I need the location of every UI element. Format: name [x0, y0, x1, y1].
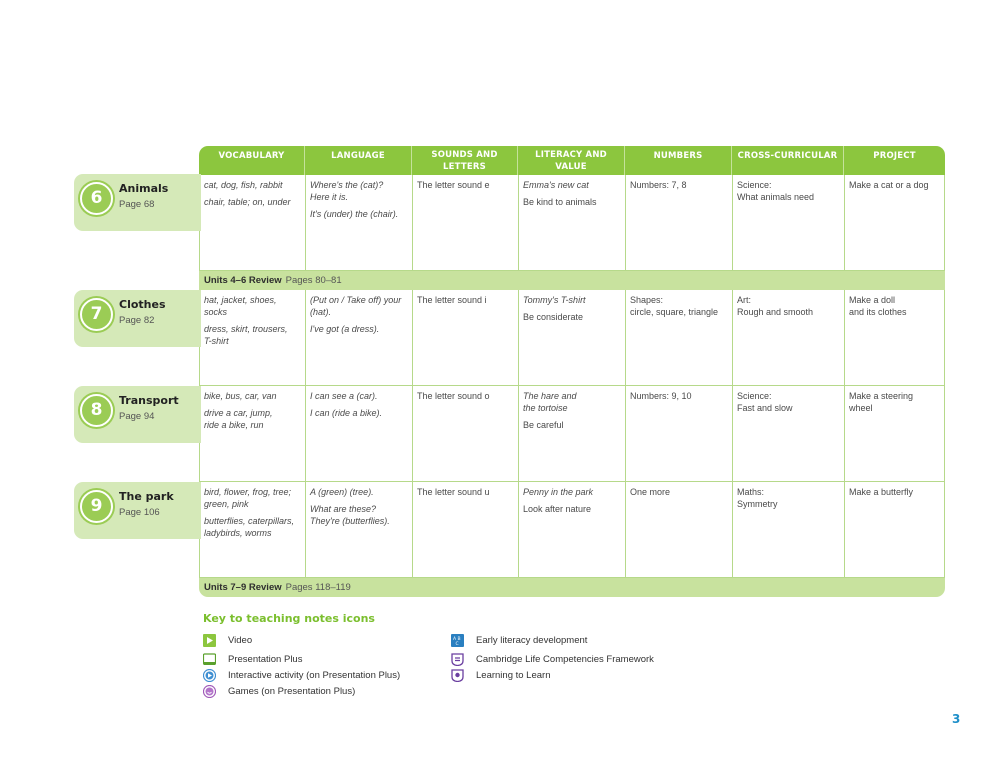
games-icon [203, 685, 216, 698]
table-cell [845, 290, 946, 385]
cell-text: Art: Rough and smooth [737, 295, 814, 317]
learning-to-learn-icon [451, 669, 464, 682]
cell-text: Numbers: 7, 8 [630, 180, 687, 190]
table-cell [200, 386, 306, 481]
unit-number-badge: 8 [80, 394, 113, 427]
cell-text: Make a butterfly [849, 487, 914, 497]
cell-text: butterflies, caterpillars, ladybirds, worms [204, 516, 295, 538]
table-cell [626, 386, 733, 481]
header-project: PROJECT [873, 151, 916, 161]
table-cell [413, 290, 519, 385]
early-literacy-icon [451, 634, 464, 647]
unit-title: Transport [119, 394, 179, 407]
table-row [199, 482, 945, 578]
unit-page: Page 68 [119, 199, 155, 210]
cell-text: Be kind to animals [523, 197, 597, 207]
cell-text: The hare and the tortoise [523, 391, 577, 413]
unit-title: Clothes [119, 298, 166, 311]
cell-text: The letter sound u [417, 487, 490, 497]
cell-text: Make a steering wheel [849, 391, 914, 413]
table-row [199, 386, 945, 482]
table-cell [626, 482, 733, 577]
cell-text: A (green) (tree). [310, 487, 374, 497]
table-cell [413, 175, 519, 270]
cell-text: cat, dog, fish, rabbit [204, 180, 283, 190]
table-cell [306, 482, 413, 577]
video-icon [203, 634, 216, 647]
review-label: Units 4–6 Review [204, 275, 282, 286]
cell-text: Look after nature [523, 504, 592, 514]
header-language: LANGUAGE [305, 146, 412, 175]
table-cell [626, 290, 733, 385]
cell-text: drive a car, jump, ride a bike, run [204, 408, 273, 430]
cell-text: Emma's new cat [523, 180, 589, 190]
table-cell [413, 386, 519, 481]
cell-text: Where's the (cat)? Here it is. [310, 180, 384, 202]
cell-text: Science: Fast and slow [737, 391, 793, 413]
cell-text: Science: What animals need [737, 180, 815, 202]
table-cell [306, 386, 413, 481]
unit-number-badge: 7 [80, 298, 113, 331]
cell-text: The letter sound e [417, 180, 490, 190]
review-pages: Pages 118–119 [285, 582, 351, 593]
unit-title: The park [119, 490, 174, 503]
review-pages: Pages 80–81 [285, 275, 342, 286]
unit-label [74, 290, 201, 347]
header-cross-curricular: CROSS-CURRICULAR [732, 146, 844, 175]
unit-number-badge: 9 [80, 490, 113, 523]
cell-text: Numbers: 9, 10 [630, 391, 692, 401]
cell-text: bird, flower, frog, tree; green, pink [204, 487, 292, 509]
cell-text: hat, jacket, shoes, socks [204, 295, 277, 317]
header-literacy-value: LITERACY AND VALUE [518, 146, 625, 175]
table-cell [733, 386, 845, 481]
unit-title: Animals [119, 182, 169, 195]
table-cell [519, 175, 626, 270]
unit-page: Page 82 [119, 315, 155, 326]
key-title: Key to teaching notes icons [203, 612, 375, 625]
page-number: 3 [952, 712, 961, 726]
table-row [199, 290, 945, 386]
header-numbers: NUMBERS [625, 146, 732, 175]
table-cell [200, 175, 306, 270]
unit-page: Page 94 [119, 411, 155, 422]
cell-text: Make a cat or a dog [849, 180, 929, 190]
review-band [199, 271, 945, 290]
cell-text: (Put on / Take off) your (hat). [310, 295, 402, 317]
table-cell [733, 290, 845, 385]
presentation-plus-icon [203, 653, 216, 666]
cell-text: I can see a (car). [310, 391, 378, 401]
table-cell [845, 386, 946, 481]
cell-text: One more [630, 487, 671, 497]
header-vocabulary: VOCABULARY [199, 146, 305, 175]
table-cell [519, 482, 626, 577]
unit-page: Page 106 [119, 507, 160, 518]
unit-label [74, 386, 201, 443]
cell-text: What are these? They're (butterflies). [310, 504, 390, 526]
cell-text: It's (under) the (chair). [310, 209, 399, 219]
header-sounds-letters: SOUNDS AND LETTERS [412, 146, 518, 175]
cell-text: chair, table; on, under [204, 197, 291, 207]
cell-text: Be considerate [523, 312, 584, 322]
table-cell [626, 175, 733, 270]
table-cell [519, 386, 626, 481]
table-cell [306, 290, 413, 385]
table-cell [845, 175, 946, 270]
table-cell [413, 482, 519, 577]
cell-text: bike, bus, car, van [204, 391, 277, 401]
life-competencies-icon [451, 653, 464, 666]
cell-text: Maths: Symmetry [737, 487, 778, 509]
cell-text: The letter sound o [417, 391, 490, 401]
table-header [199, 146, 945, 175]
unit-number-badge: 6 [80, 182, 113, 215]
cell-text: I've got (a dress). [310, 324, 380, 334]
table-cell [845, 482, 946, 577]
table-cell [519, 290, 626, 385]
table-cell [733, 175, 845, 270]
interactive-activity-icon [203, 669, 216, 682]
cell-text: The letter sound i [417, 295, 487, 305]
table-cell [200, 290, 306, 385]
cell-text: I can (ride a bike). [310, 408, 383, 418]
unit-label [74, 174, 201, 231]
table-cell [733, 482, 845, 577]
cell-text: Penny in the park [523, 487, 594, 497]
cell-text: dress, skirt, trousers, T-shirt [204, 324, 288, 346]
cell-text: Tommy's T-shirt [523, 295, 586, 305]
cell-text: Be careful [523, 420, 564, 430]
cell-text: Shapes: circle, square, triangle [630, 295, 719, 317]
svg-text:A B: A B [453, 637, 461, 642]
table-cell [306, 175, 413, 270]
unit-label [74, 482, 201, 539]
cell-text: Make a doll and its clothes [849, 295, 907, 317]
svg-text:C: C [455, 642, 459, 647]
table-row [199, 175, 945, 271]
review-band [199, 578, 945, 597]
table-cell [200, 482, 306, 577]
review-label: Units 7–9 Review [204, 582, 282, 593]
